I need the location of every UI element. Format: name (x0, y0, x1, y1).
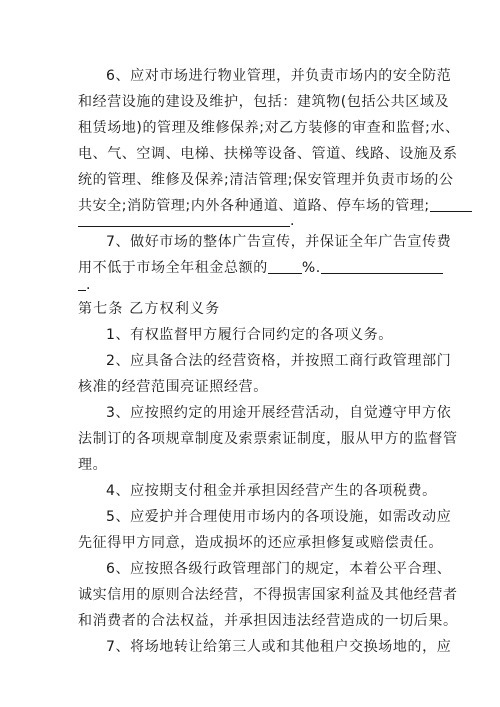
line-text: 共安全;消防管理;内外各种通道、道路、停车场的管理; (78, 198, 430, 214)
fill-in-blank (78, 212, 290, 227)
paragraph-line: 2、应具备合法的经营资格，并按照工商行政管理部门 (106, 353, 452, 369)
line-text: . (86, 277, 92, 293)
paragraph-line: 法制订的各项规章制度及索票索证制度，服从甲方的监督管 (78, 431, 458, 447)
paragraph-line: 统的管理、维修及保养;清洁管理;保安管理并负责市场的公 (78, 172, 454, 188)
paragraph-line: 6、应对市场进行物业管理，并负责市场内的安全防范 (106, 68, 452, 84)
paragraph-line: 3、应按照约定的用途开展经营活动，自觉遵守甲方依 (106, 405, 452, 421)
paragraph-line: 先征得甲方同意，造成损坏的还应承担修复或赔偿责任。 (78, 535, 443, 551)
paragraph-line-with-blank (78, 272, 430, 298)
paragraph-line: 7、做好市场的整体广告宣传，并保证全年广告宣传费 (106, 234, 452, 250)
line-text: %. (301, 260, 321, 276)
paragraph-line: 核准的经营范围亮证照经营。 (78, 379, 268, 395)
paragraph-line: 电、气、空调、电梯、扶梯等设备、管道、线路、设施及系 (78, 146, 458, 162)
paragraph-line: 租赁场地)的管理及维修保养;对乙方装修的审查和监督;水、 (78, 120, 460, 136)
fill-in-blank (430, 197, 472, 212)
line-text: . (290, 213, 296, 229)
line-text: 用不低于市场全年租金总额的 (78, 260, 268, 276)
paragraph-line: 1、有权监督甲方履行合同约定的各项义务。 (106, 327, 393, 343)
paragraph-line: 理。 (78, 457, 108, 473)
fill-in-blank (78, 276, 86, 291)
section-heading: 第七条 乙方权利义务 (78, 301, 221, 317)
paragraph-line: 6、应按照各级行政管理部门的规定，本着公平合理、 (106, 561, 452, 577)
paragraph-line: 4、应按期支付租金并承担因经营产生的各项税费。 (106, 483, 437, 499)
paragraph-line: 和消费者的合法权益，并承担因违法经营造成的一切后果。 (78, 613, 458, 629)
paragraph-line: 5、应爱护并合理使用市场内的各项设施，如需改动应 (106, 509, 452, 525)
paragraph-line: 诚实信用的原则合法经营，不得损害国家利益及其他经营者 (78, 587, 458, 603)
paragraph-line: 7、将场地转让给第三人或和其他租户交换场地的，应 (106, 639, 452, 655)
paragraph-line: 和经营设施的建设及维护，包括：建筑物(包括公共区域及 (78, 94, 450, 110)
